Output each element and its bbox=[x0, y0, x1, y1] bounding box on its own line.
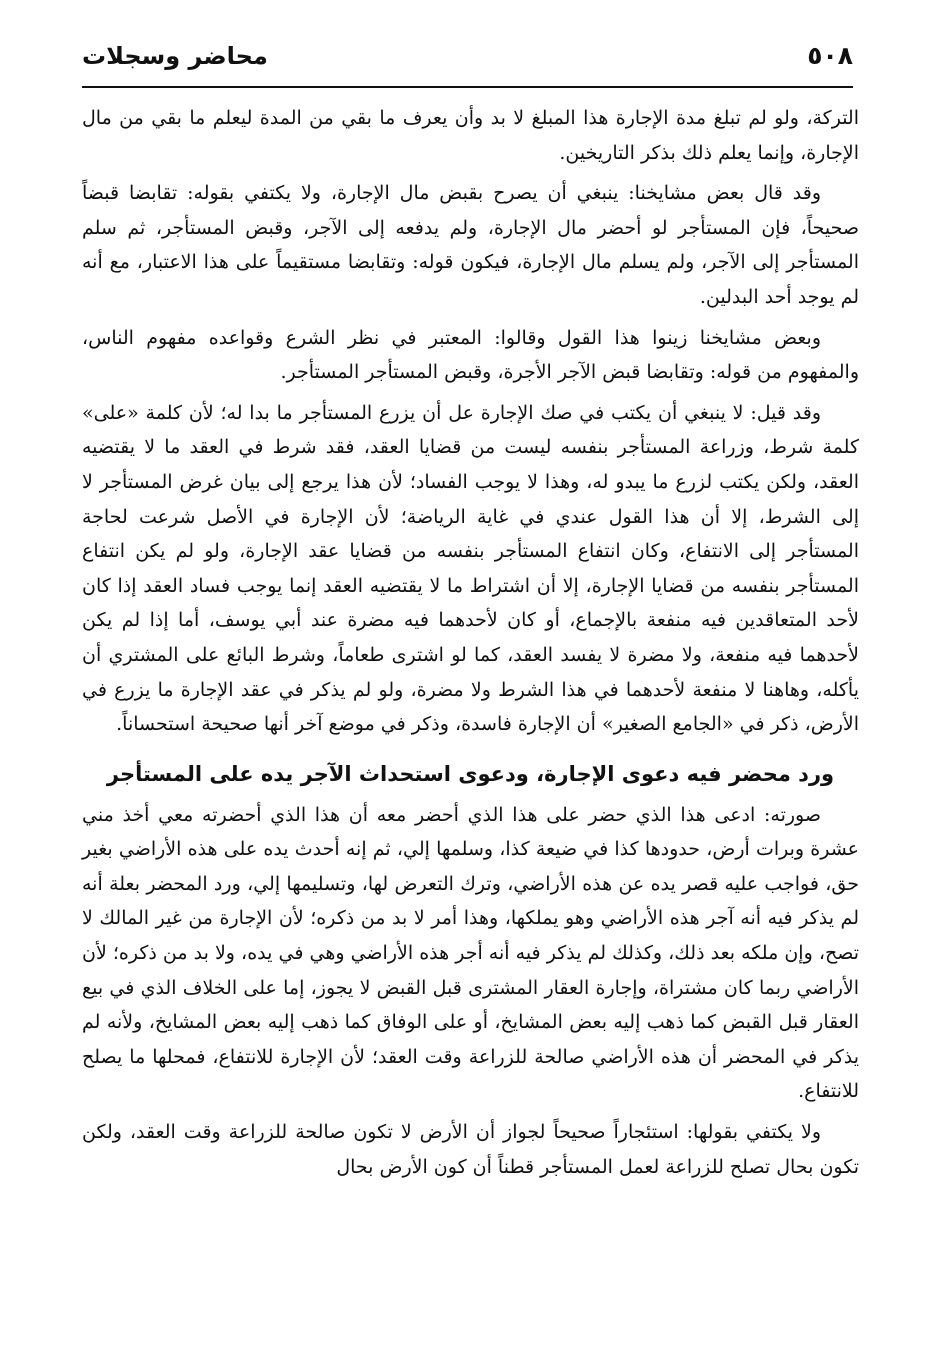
header-divider bbox=[82, 86, 853, 88]
paragraph-3: وبعض مشايخنا زينوا هذا القول وقالوا: المعتبر في نظر الشرع وقواعده مفهوم الناس، والمفهوم من قوله: وتقابضا قبض الآجر الأجرة، وقبض المستأجر المستأجر. bbox=[82, 326, 859, 384]
page-header bbox=[82, 38, 853, 78]
page-number: ٥٠٨ bbox=[807, 41, 853, 70]
paragraph-4: وقد قيل: لا ينبغي أن يكتب في صك الإجارة عل أن يزرع المستأجر ما بدا له؛ لأن كلمة «على» كلمة شرط، وزراعة المستأجر بنفسه ليست من قضايا العقد، فقد شرط في العقد ما لا يقتضيه العقد، ولكن يكتب لزرع ما يبدو له، وهذا لا يوجب الفساد؛ لأن هذا يرجع إلى بيان غرض المستأجر لا إلى الشرط، إلا أن هذا القول عندي في غاية الرياضة؛ لأن الإجارة في الأصل شرعت لحاجة المستأجر إلى الانتفاع، وكان انتفاع المستأجر بنفسه من قضايا عقد الإجارة، ولو لم يكن انتفاع المستأجر بنفسه من قضايا الإجارة، إلا أن اشتراط ما لا يقتضيه العقد إنما يوجب فساد العقد إذا كان لأحد المتعاقدين فيه منفعة بالإجماع، أو كان لأحدهما فيه مضرة عند أبي يوسف، أما إذا لم يكن لأحدهما فيه منفعة، ولا مضرة لا يفسد العقد، كما لو اشترى طعاماً، وشرط البائع على المشتري أن يأكله، وهاهنا لا منفعة لأحدهما في هذا الشرط ولا مضرة، ولو لم يذكر في عقد الإجارة ما يزرع في الأرض، ذكر في «الجامع الصغير» أن الإجارة فاسدة، وذكر في موضع آخر أنها صحيحة استحساناً. bbox=[82, 401, 859, 736]
paragraph-1: التركة، ولو لم تبلغ مدة الإجارة هذا المبلغ لا بد وأن يعرف ما بقي من المدة ليعلم ما بقي من مال الإجارة، وإنما يعلم ذلك بذكر التاريخين. bbox=[82, 107, 859, 164]
running-title: محاضر وسجلات bbox=[82, 42, 268, 70]
section-heading: ورد محضر فيه دعوى الإجارة، ودعوى استحداث الآجر يده على المستأجر bbox=[106, 761, 835, 786]
page-body bbox=[82, 101, 859, 1190]
paragraph-2: وقد قال بعض مشايخنا: ينبغي أن يصرح بقبض مال الإجارة، ولا يكتفي بقوله: تقابضا قبضاً صحيحاً، فإن المستأجر لو أحضر مال الإجارة، ولم يدفعه إلى الآجر، وقبض المستأجر، ثم سلم المستأجر إلى الآجر، ولم يسلم مال الإجارة، فيكون قوله: وتقابضا مستقيماً على هذا الاعتبار، مع أنه لم يوجد أحد البدلين. bbox=[82, 182, 859, 308]
paragraph-5: صورته: ادعى هذا الذي حضر على هذا الذي أحضر معه أن هذا الذي أحضرته معي أخذ مني عشرة وبرات أرض، حدودها كذا في ضيعة كذا، وسلمها إلي، ثم إنه أحدث يده على هذه الأراضي بغير حق، فواجب عليه قصر يده عن هذه الأراضي، وترك التعرض لها، وتسليمها إلي، ورد المحضر بعلة أنه لم يذكر فيه أنه آجر هذه الأراضي وهو يملكها، وهذا أمر لا بد من ذكره؛ لأن الإجارة من غير المالك لا تصح، وإن ملكه بعد ذلك، وكذلك لم يذكر فيه أنه أجر هذه الأراضي وهي في يده، ولا بد من ذكره؛ لأن الأراضي ربما كان مشتراة، وإجارة العقار المشترى قبل القبض لا يجوز، إما على الخلاف الذي في بيع العقار قبل القبض كما ذهب إليه بعض المشايخ، أو على الوفاق كما ذهب إليه بعض المشايخ، ولأنه لم يذكر في المحضر أن هذه الأراضي صالحة للزراعة وقت العقد؛ لأن الإجارة للانتفاع، فمحلها ما يصلح للانتفاع. bbox=[82, 803, 859, 1103]
paragraph-6: ولا يكتفي بقولها: استئجاراً صحيحاً لجواز أن الأرض لا تكون صالحة للزراعة وقت العقد، ولكن تكون بحال تصلح للزراعة لعمل المستأجر قطناً أن كون الأرض بحال bbox=[82, 1121, 859, 1178]
